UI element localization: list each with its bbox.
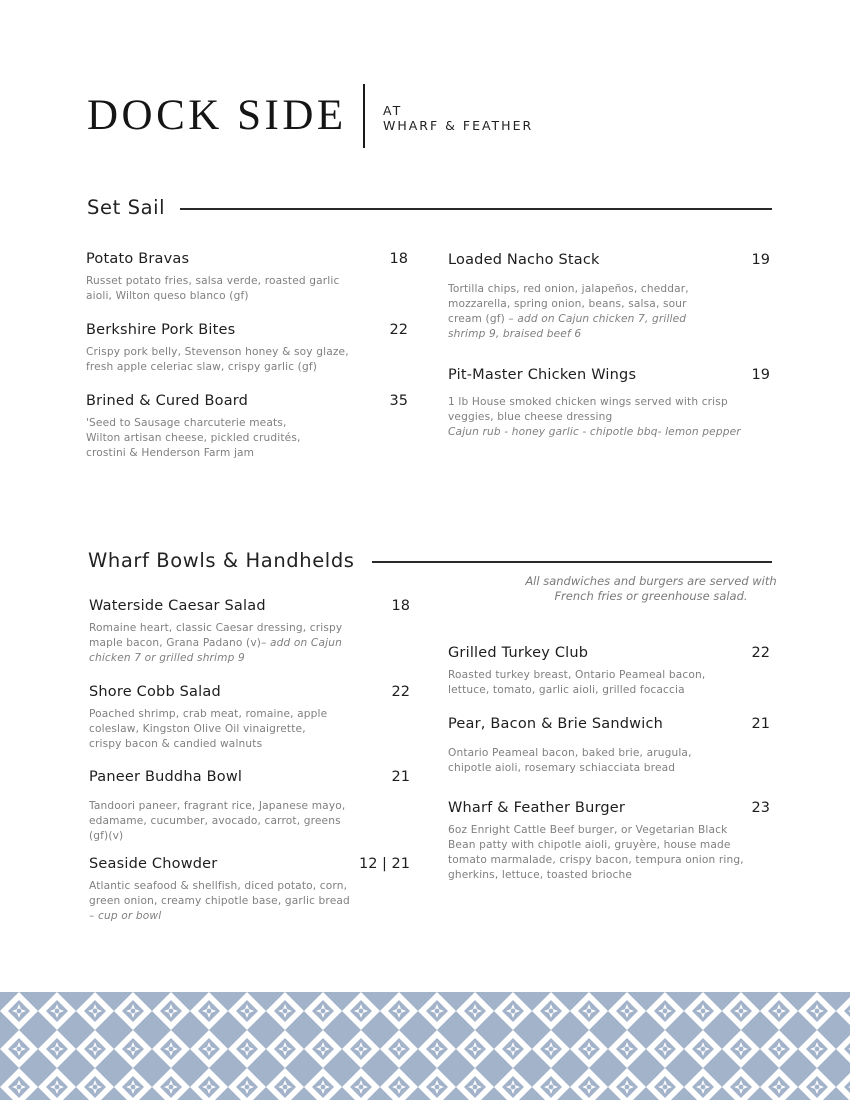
item-price: 35 <box>389 393 408 409</box>
brand-subtitle-line1: AT <box>383 103 403 118</box>
menu-item <box>86 321 408 375</box>
item-name: Brined & Cured Board <box>86 393 249 409</box>
menu-item <box>448 366 770 440</box>
item-name: Paneer Buddha Bowl <box>89 769 243 785</box>
item-price: 19 <box>751 252 770 268</box>
item-addon-note: add on Cajun chicken 7, grilled shrimp 9, braised beef 6 <box>448 313 687 340</box>
item-size-note: cup or bowl <box>97 910 162 922</box>
item-name: Pear, Bacon & Brie Sandwich <box>448 716 664 732</box>
section-title-bowls-handhelds: Wharf Bowls & Handhelds <box>88 549 363 573</box>
item-addon-note: add on Cajun chicken 7 or grilled shrimp 9 <box>89 637 342 664</box>
menu-item <box>89 855 410 924</box>
item-price: 21 <box>391 769 410 785</box>
menu-item <box>448 644 770 698</box>
item-name: Shore Cobb Salad <box>89 684 221 700</box>
item-price: 22 <box>389 322 408 338</box>
menu-item <box>89 597 410 666</box>
item-description: Crispy pork belly, Stevenson honey & soy glaze, fresh apple celeriac slaw, crispy garlic (gf) <box>86 346 349 373</box>
item-description: Ontario Peameal bacon, baked brie, arugula, chipotle aioli, rosemary schiacciata bread <box>448 747 692 774</box>
menu-item <box>89 683 410 752</box>
item-price: 22 <box>391 684 410 700</box>
decorative-tile-pattern <box>0 992 850 1100</box>
sides-note: All sandwiches and burgers are served with French fries or greenhouse salad. <box>525 574 777 603</box>
item-price: 23 <box>751 800 770 816</box>
item-description: 'Seed to Sausage charcuterie meats, Wilton artisan cheese, pickled crudités, crostini & Henderson Farm jam <box>86 417 301 459</box>
item-name: Potato Bravas <box>86 251 190 267</box>
section-title-set-sail: Set Sail <box>87 196 171 220</box>
header-divider <box>363 84 365 148</box>
item-name: Seaside Chowder <box>89 856 218 872</box>
menu-item <box>86 250 408 304</box>
section-rule <box>180 208 772 210</box>
item-name: Wharf & Feather Burger <box>448 800 626 816</box>
item-price: 19 <box>751 367 770 383</box>
item-description: Poached shrimp, crab meat, romaine, apple coleslaw, Kingston Olive Oil vinaigrette, crispy bacon & candied walnuts <box>89 708 328 750</box>
item-price: 22 <box>751 645 770 661</box>
menu-item <box>86 392 408 461</box>
item-description: Roasted turkey breast, Ontario Peameal bacon, lettuce, tomato, garlic aioli, grilled focaccia <box>448 669 706 696</box>
item-name: Grilled Turkey Club <box>448 645 589 661</box>
brand-title: DOCK SIDE <box>87 92 347 139</box>
item-description: Tortilla chips, red onion, jalapeños, cheddar, mozzarella, spring onion, beans, salsa, sour cream (gf) – <box>448 283 689 325</box>
menu-item <box>89 768 410 844</box>
menu-item <box>448 715 770 776</box>
item-name: Loaded Nacho Stack <box>448 252 600 268</box>
item-price: 18 <box>391 598 410 614</box>
item-description: 6oz Enright Cattle Beef burger, or Vegetarian Black Bean patty with chipotle aioli, gruyère, house made tomato marmalade, crispy bacon, tempura onion ring, gherkins, lettuce, toasted brioche <box>448 824 744 881</box>
item-description: Romaine heart, classic Caesar dressing, crispy maple bacon, Grana Padano (v)– <box>89 622 343 649</box>
item-description: Tandoori paneer, fragrant rice, Japanese mayo, edamame, cucumber, avocado, carrot, greens (gf)(v) <box>89 800 346 842</box>
menu-item <box>448 799 770 883</box>
item-flavor-note: Cajun rub - honey garlic - chipotle bbq- lemon pepper <box>448 426 741 438</box>
item-name: Waterside Caesar Salad <box>89 598 266 614</box>
item-price: 12 | 21 <box>358 856 410 872</box>
item-price: 21 <box>751 716 770 732</box>
brand-subtitle <box>383 103 533 133</box>
menu-item <box>448 251 770 342</box>
item-name: Berkshire Pork Bites <box>86 322 236 338</box>
item-description: Atlantic seafood & shellfish, diced potato, corn, green onion, creamy chipotle base, garlic bread – <box>89 880 350 922</box>
brand-subtitle-line2: WHARF & FEATHER <box>383 118 534 133</box>
section-rule <box>372 561 772 563</box>
item-description: 1 lb House smoked chicken wings served with crisp veggies, blue cheese dressing <box>448 396 728 423</box>
item-price: 18 <box>389 251 408 267</box>
item-name: Pit-Master Chicken Wings <box>448 367 637 383</box>
item-description: Russet potato fries, salsa verde, roasted garlic aioli, Wilton queso blanco (gf) <box>86 275 340 302</box>
